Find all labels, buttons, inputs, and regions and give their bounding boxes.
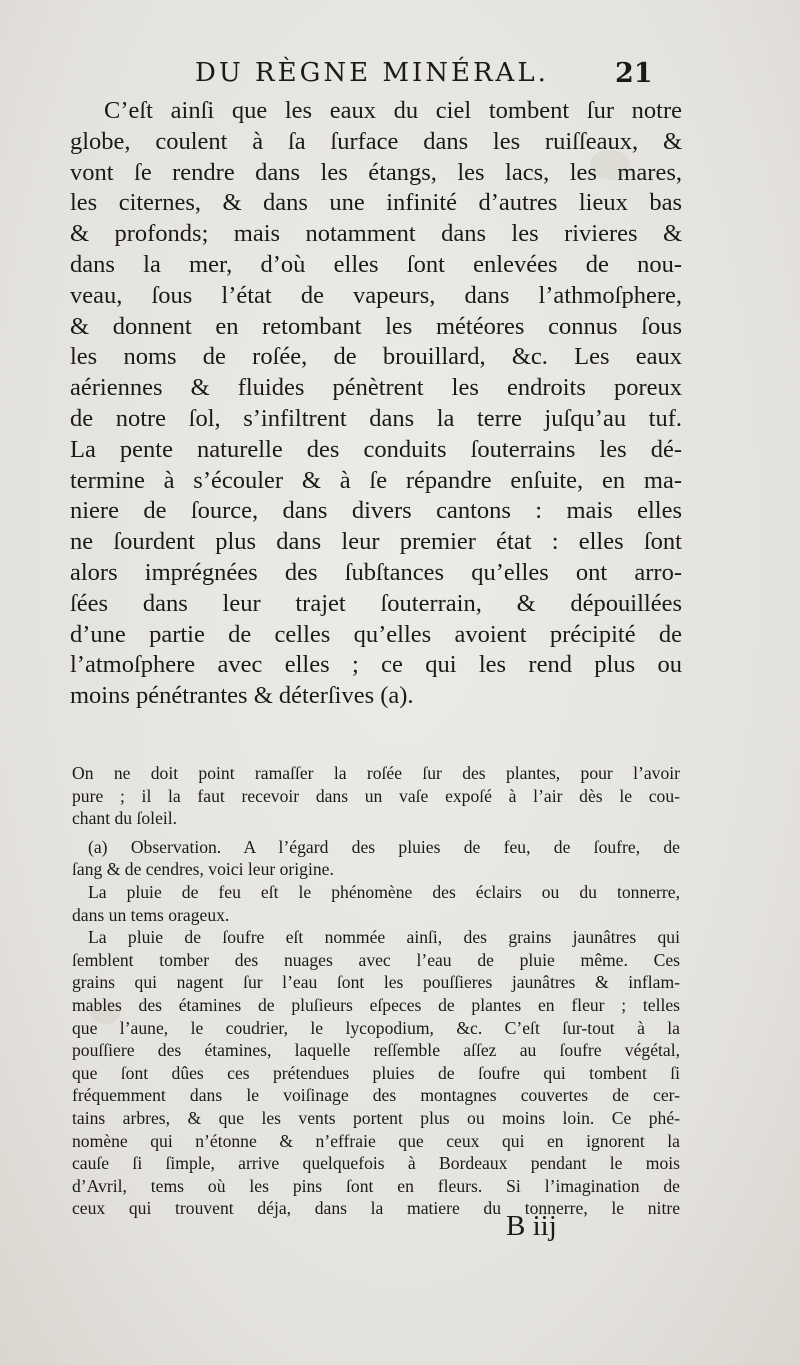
footnote-line: que ſont dûes ces prétendues pluies de ſoufre qui tombent ſi <box>72 1062 680 1083</box>
text-line: & donnent en retombant les météores connus ſous <box>70 312 682 340</box>
footnote-line: cauſe ſi ſimple, arrive quelquefois à Bordeaux pendant le mois <box>72 1153 680 1174</box>
footnote-line: mables des étamines de pluſieurs eſpeces de plantes en fleur ; telles <box>72 994 680 1015</box>
text-line: alors imprégnées des ſubſtances qu’elles ont arro- <box>70 558 682 586</box>
text-line: vont ſe rendre dans les étangs, les lacs, les mares, <box>70 158 682 186</box>
footnote-line: chant du ſoleil. <box>72 808 178 829</box>
running-head: DU RÈGNE MINÉRAL. <box>195 58 549 88</box>
text-line: moins pénétrantes & déterſives (a). <box>70 682 414 710</box>
footnote-line: que l’aune, le coudrier, le lycopodium, &c. C’eſt ſur-tout à la <box>72 1017 680 1038</box>
main-text <box>70 96 682 712</box>
footnote-line: pure ; il la faut recevoir dans un vaſe expoſé à l’air dès le cou- <box>72 785 680 806</box>
text-line: ne ſourdent plus dans leur premier état : elles ſont <box>70 528 682 556</box>
text-line: d’une partie de celles qu’elles avoient précipité de <box>70 620 682 648</box>
footnote-line: tains arbres, & que les vents portent plus ou moins loin. Ce phé- <box>72 1107 680 1128</box>
text-line: ſées dans leur trajet ſouterrain, & dépouillées <box>70 589 682 617</box>
text-line: dans la mer, d’où elles ſont enlevées de nou- <box>70 250 682 278</box>
footnote-line: La pluie de ſoufre eſt nommée ainſi, des grains jaunâtres qui <box>88 927 680 948</box>
text-line: La pente naturelle des conduits ſouterrains les dé- <box>70 435 682 463</box>
page-number: 21 <box>615 58 653 89</box>
text-line: veau, ſous l’état de vapeurs, dans l’athmoſphere, <box>70 281 682 309</box>
text-line: aériennes & fluides pénètrent les endroits poreux <box>70 374 682 402</box>
text-line: de notre ſol, s’infiltrent dans la terre juſqu’au tuf. <box>70 404 682 432</box>
footnote-line: fréquemment dans le voiſinage des montagnes couvertes de cer- <box>72 1085 680 1106</box>
footnote-line: (a) Observation. A l’égard des pluies de feu, de ſoufre, de <box>88 836 680 857</box>
footnotes <box>72 762 680 1220</box>
text-line: les citernes, & dans une infinité d’autres lieux bas <box>70 189 682 217</box>
text-line: niere de ſource, dans divers cantons : mais elles <box>70 497 682 525</box>
text-line: C’eſt ainſi que les eaux du ciel tombent ſur notre <box>104 97 682 124</box>
footnote-line: ceux qui trouvent déja, dans la matiere du tonnerre, le nitre <box>72 1198 680 1219</box>
footnote-line: d’Avril, tems où les pins ſont en fleurs. Si l’imagination de <box>72 1175 680 1196</box>
footnote-line: ſemblent tomber des nuages avec l’eau de pluie même. Ces <box>72 949 680 970</box>
footnote-line: nomène qui n’étonne & n’effraie que ceux qui en ignorent la <box>72 1130 680 1151</box>
text-line: & profonds; mais notamment dans les rivieres & <box>70 220 682 248</box>
footnote-line: dans un tems orageux. <box>72 904 230 925</box>
signature-mark: B iij <box>506 1210 557 1242</box>
text-line: les noms de roſée, de brouillard, &c. Les eaux <box>70 343 682 371</box>
text-line: l’atmoſphere avec elles ; ce qui les rend plus ou <box>70 651 682 679</box>
footnote-line: grains qui nagent ſur l’eau ſont les pouſſieres jaunâtres & inflam- <box>72 972 680 993</box>
footnote-line: ſang & de cendres, voici leur origine. <box>72 859 334 880</box>
footnote-line: pouſſiere des étamines, laquelle reſſemble aſſez au ſoufre végétal, <box>72 1040 680 1061</box>
footnote-line: On ne doit point ramaſſer la roſée ſur des plantes, pour l’avoir <box>72 763 680 783</box>
text-line: termine à s’écouler & à ſe répandre enſuite, en ma- <box>70 466 682 494</box>
footnote-line: La pluie de feu eſt le phénomène des éclairs ou du tonnerre, <box>88 881 680 902</box>
text-line: globe, coulent à ſa ſurface dans les ruiſſeaux, & <box>70 127 682 155</box>
